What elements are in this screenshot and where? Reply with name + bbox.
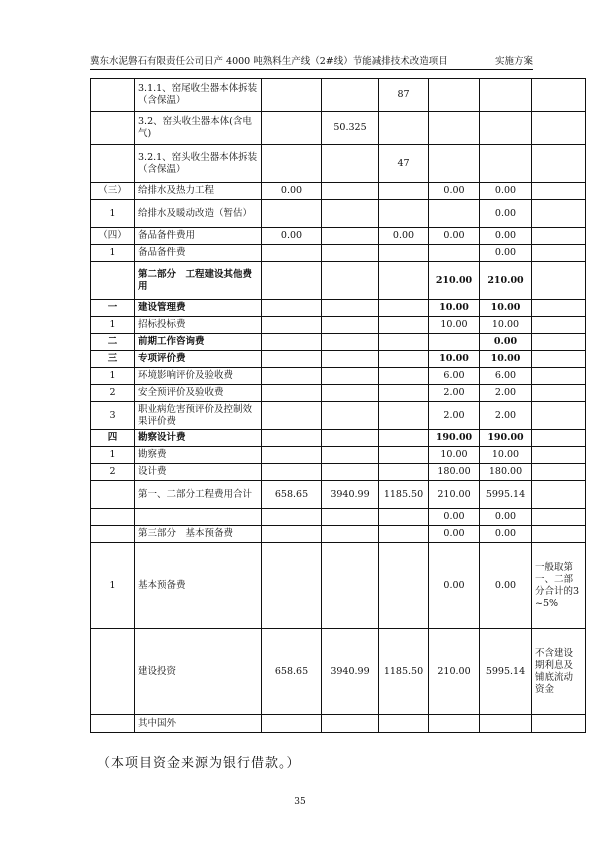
row-note: [532, 385, 586, 402]
cell-value: 0.00: [262, 183, 322, 200]
row-name: 建设投资: [135, 629, 262, 715]
row-name: 安全预评价及验收费: [135, 385, 262, 402]
cell-value: [379, 112, 429, 145]
cell-value: 0.00: [480, 543, 532, 629]
cell-value: 0.00: [379, 228, 429, 245]
row-code: [91, 112, 135, 145]
cell-value: 2.00: [429, 402, 480, 430]
table-row: [91, 715, 586, 733]
cell-value: [262, 368, 322, 385]
cell-value: [429, 112, 480, 145]
cell-value: 1185.50: [379, 481, 429, 509]
row-code: 三: [91, 351, 135, 368]
table-row: [91, 79, 586, 112]
row-name: 3.2、窑头收尘器本体(含电气): [135, 112, 262, 145]
cell-value: 210.00: [429, 629, 480, 715]
cell-value: [322, 334, 379, 351]
cell-value: 5995.14: [480, 481, 532, 509]
cell-value: 10.00: [429, 317, 480, 334]
table-row: [91, 351, 586, 368]
row-note: [532, 509, 586, 526]
cell-value: 180.00: [480, 464, 532, 481]
cell-value: [262, 430, 322, 447]
cell-value: [379, 526, 429, 543]
table-row: [91, 509, 586, 526]
table-row: [91, 385, 586, 402]
cell-value: [262, 526, 322, 543]
cell-value: 0.00: [480, 228, 532, 245]
cell-value: [322, 300, 379, 317]
cell-value: [262, 464, 322, 481]
cell-value: 1185.50: [379, 629, 429, 715]
cell-value: [379, 402, 429, 430]
cell-value: 0.00: [429, 543, 480, 629]
row-code: （三）: [91, 183, 135, 200]
row-note: [532, 317, 586, 334]
cell-value: [480, 79, 532, 112]
cell-value: [379, 351, 429, 368]
table-row: [91, 183, 586, 200]
row-code: [91, 481, 135, 509]
row-name: 3.1.1、窑尾收尘器本体拆装（含保温）: [135, 79, 262, 112]
cell-value: [262, 334, 322, 351]
cell-value: [379, 447, 429, 464]
cell-value: [322, 200, 379, 228]
cell-value: 190.00: [480, 430, 532, 447]
row-name: 3.2.1、窑头收尘器本体拆装（含保温）: [135, 145, 262, 183]
row-code: [91, 145, 135, 183]
cell-value: 0.00: [429, 509, 480, 526]
cell-value: 50.325: [322, 112, 379, 145]
row-code: 2: [91, 385, 135, 402]
row-name: 勘察费: [135, 447, 262, 464]
cell-value: 0.00: [480, 183, 532, 200]
cell-value: [379, 245, 429, 262]
cell-value: 10.00: [429, 351, 480, 368]
row-code: 3: [91, 402, 135, 430]
row-note: [532, 464, 586, 481]
cell-value: [379, 200, 429, 228]
cell-value: [379, 464, 429, 481]
row-name: 勘察设计费: [135, 430, 262, 447]
cell-value: 5995.14: [480, 629, 532, 715]
cell-value: 6.00: [480, 368, 532, 385]
cell-value: [379, 368, 429, 385]
header-section: 实施方案: [494, 56, 533, 67]
cell-value: [480, 112, 532, 145]
row-code: 1: [91, 368, 135, 385]
cell-value: [379, 543, 429, 629]
row-name: 专项评价费: [135, 351, 262, 368]
cell-value: [379, 317, 429, 334]
cell-value: 658.65: [262, 481, 322, 509]
cell-value: [379, 385, 429, 402]
row-name: 备品备件费用: [135, 228, 262, 245]
cell-value: 6.00: [429, 368, 480, 385]
table-row: [91, 317, 586, 334]
cell-value: [480, 715, 532, 733]
cell-value: [262, 351, 322, 368]
cell-value: 10.00: [480, 447, 532, 464]
cell-value: [322, 715, 379, 733]
row-note: [532, 715, 586, 733]
row-name: [135, 509, 262, 526]
cell-value: [322, 543, 379, 629]
cell-value: 210.00: [429, 262, 480, 300]
cell-value: 0.00: [480, 509, 532, 526]
row-code: 四: [91, 430, 135, 447]
cell-value: [480, 145, 532, 183]
row-name: 建设管理费: [135, 300, 262, 317]
cell-value: 210.00: [429, 481, 480, 509]
cell-value: [429, 245, 480, 262]
cost-table-body: [91, 79, 586, 733]
row-code: 1: [91, 245, 135, 262]
table-row: [91, 300, 586, 317]
row-note: [532, 447, 586, 464]
row-note: [532, 430, 586, 447]
row-name: 基本预备费: [135, 543, 262, 629]
row-note: [532, 183, 586, 200]
table-row: [91, 245, 586, 262]
cell-value: 10.00: [480, 317, 532, 334]
row-note: [532, 368, 586, 385]
cell-value: [379, 715, 429, 733]
table-row: [91, 543, 586, 629]
cell-value: 10.00: [480, 300, 532, 317]
row-note: 不含建设期利息及铺底流动资金: [532, 629, 586, 715]
cell-value: 0.00: [480, 200, 532, 228]
cell-value: [322, 464, 379, 481]
cell-value: [262, 145, 322, 183]
cell-value: 0.00: [429, 228, 480, 245]
cell-value: [322, 385, 379, 402]
cell-value: [322, 145, 379, 183]
row-code: 二: [91, 334, 135, 351]
header-rule: [90, 69, 533, 70]
cell-value: 190.00: [429, 430, 480, 447]
cell-value: [322, 351, 379, 368]
cell-value: [429, 715, 480, 733]
cell-value: 0.00: [262, 228, 322, 245]
cell-value: [322, 430, 379, 447]
row-note: [532, 334, 586, 351]
cell-value: 0.00: [480, 526, 532, 543]
row-name: 第二部分 工程建设其他费用: [135, 262, 262, 300]
table-row: [91, 368, 586, 385]
header-title: 冀东水泥磐石有限责任公司日产 4000 吨熟料生产线（2#线）节能减排技术改造项目: [90, 56, 448, 67]
cell-value: [262, 200, 322, 228]
row-code: [91, 715, 135, 733]
cell-value: [379, 300, 429, 317]
row-name: 给排水及暖动改造（暂估）: [135, 200, 262, 228]
cell-value: [262, 543, 322, 629]
row-code: 1: [91, 317, 135, 334]
row-note: [532, 200, 586, 228]
cell-value: 210.00: [480, 262, 532, 300]
cell-value: [262, 79, 322, 112]
row-code: [91, 79, 135, 112]
row-note: [532, 300, 586, 317]
cell-value: [322, 368, 379, 385]
cell-value: [322, 509, 379, 526]
row-note: [532, 262, 586, 300]
cell-value: 47: [379, 145, 429, 183]
cell-value: [379, 334, 429, 351]
cell-value: 2.00: [429, 385, 480, 402]
cell-value: 180.00: [429, 464, 480, 481]
row-note: [532, 228, 586, 245]
cell-value: [379, 430, 429, 447]
row-name: 招标投标费: [135, 317, 262, 334]
funding-source-note: （本项目资金来源为银行借款。）: [97, 756, 301, 771]
row-name: 第三部分 基本预备费: [135, 526, 262, 543]
cell-value: [262, 112, 322, 145]
row-name: 环境影响评价及验收费: [135, 368, 262, 385]
cell-value: [429, 145, 480, 183]
cell-value: [429, 200, 480, 228]
row-name: 给排水及热力工程: [135, 183, 262, 200]
cell-value: 2.00: [480, 385, 532, 402]
row-code: （四）: [91, 228, 135, 245]
cell-value: [429, 334, 480, 351]
row-code: 一: [91, 300, 135, 317]
row-name: 备品备件费: [135, 245, 262, 262]
table-row: [91, 402, 586, 430]
cell-value: [322, 79, 379, 112]
row-note: [532, 79, 586, 112]
row-name: 前期工作咨询费: [135, 334, 262, 351]
table-row: [91, 430, 586, 447]
cell-value: [262, 300, 322, 317]
cell-value: [262, 262, 322, 300]
cell-value: [322, 228, 379, 245]
page-header: [90, 53, 533, 69]
cell-value: [322, 402, 379, 430]
cell-value: [262, 447, 322, 464]
cell-value: 0.00: [480, 245, 532, 262]
page-number: 35: [294, 797, 306, 807]
cell-value: [322, 317, 379, 334]
cell-value: [429, 79, 480, 112]
row-note: [532, 402, 586, 430]
cell-value: 658.65: [262, 629, 322, 715]
cell-value: [322, 447, 379, 464]
row-note: [532, 481, 586, 509]
cell-value: 2.00: [480, 402, 532, 430]
row-note: [532, 351, 586, 368]
cell-value: 0.00: [429, 183, 480, 200]
row-note: [532, 145, 586, 183]
row-note: 一般取第一、二部分合计的3~5%: [532, 543, 586, 629]
cell-value: [379, 509, 429, 526]
table-row: [91, 112, 586, 145]
cell-value: [322, 262, 379, 300]
table-row: [91, 481, 586, 509]
cell-value: 3940.99: [322, 629, 379, 715]
table-row: [91, 629, 586, 715]
cell-value: [322, 526, 379, 543]
table-row: [91, 464, 586, 481]
cell-value: 10.00: [429, 447, 480, 464]
row-code: [91, 509, 135, 526]
row-code: [91, 526, 135, 543]
table-row: [91, 262, 586, 300]
row-code: 1: [91, 543, 135, 629]
row-code: 1: [91, 447, 135, 464]
table-row: [91, 526, 586, 543]
cell-value: 0.00: [429, 526, 480, 543]
cell-value: 3940.99: [322, 481, 379, 509]
cost-table: [90, 78, 586, 733]
cell-value: [262, 245, 322, 262]
row-code: 2: [91, 464, 135, 481]
cell-value: 10.00: [429, 300, 480, 317]
table-row: [91, 200, 586, 228]
cell-value: [262, 715, 322, 733]
table-row: [91, 145, 586, 183]
row-note: [532, 112, 586, 145]
row-note: [532, 526, 586, 543]
cell-value: 87: [379, 79, 429, 112]
row-name: 其中国外: [135, 715, 262, 733]
row-note: [532, 245, 586, 262]
cell-value: [262, 317, 322, 334]
cell-value: [262, 385, 322, 402]
cell-value: 0.00: [480, 334, 532, 351]
cell-value: [379, 262, 429, 300]
row-name: 第一、二部分工程费用合计: [135, 481, 262, 509]
table-row: [91, 228, 586, 245]
row-name: 职业病危害预评价及控制效果评价费: [135, 402, 262, 430]
cell-value: [322, 183, 379, 200]
row-code: [91, 262, 135, 300]
cell-value: [379, 183, 429, 200]
cell-value: 10.00: [480, 351, 532, 368]
cell-value: [262, 402, 322, 430]
row-code: 1: [91, 200, 135, 228]
table-row: [91, 447, 586, 464]
table-row: [91, 334, 586, 351]
cell-value: [262, 509, 322, 526]
row-name: 设计费: [135, 464, 262, 481]
row-code: [91, 629, 135, 715]
cell-value: [322, 245, 379, 262]
